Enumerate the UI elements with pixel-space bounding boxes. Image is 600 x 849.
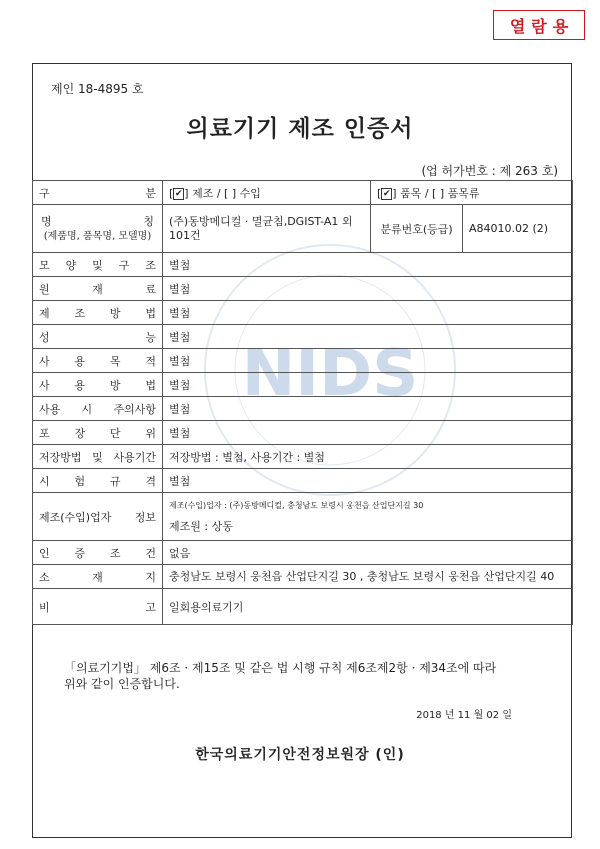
table-row: [33, 589, 573, 625]
checkmark-icon: ✔: [175, 188, 183, 199]
row-label: 모 양 및 구 조: [33, 253, 163, 277]
inspection-stamp: 열람용: [493, 10, 585, 40]
manufacturer-line: 제조원 : 상동: [169, 520, 233, 533]
item-options: [ ✔ ] 품목 / [ ] 품목류: [371, 181, 573, 205]
row-label: 사용 시 주의사항: [33, 397, 163, 421]
row-value: 별첨: [163, 397, 573, 421]
table-row: [33, 373, 573, 397]
table-row: [33, 253, 573, 277]
table-row: [33, 397, 573, 421]
document-number: 제인 18-4895 호: [51, 82, 144, 96]
table-row: [33, 301, 573, 325]
issue-date: 2018 년 11 월 02 일: [416, 710, 512, 721]
certification-statement: [64, 660, 496, 692]
name-label-main: 명 칭: [41, 214, 154, 228]
table-row: [33, 445, 573, 469]
table-row: [33, 277, 573, 301]
row-label: 사 용 목 적: [33, 349, 163, 373]
row-value: 없음: [163, 541, 573, 565]
product-name: (주)동방메디컬 · 멸균침,DGIST-A1 외 101건: [163, 205, 371, 253]
maker-info: [163, 493, 573, 541]
type-options: [ ✔ ] 제조 / [ ] 수입: [163, 181, 371, 205]
registration-number: (업 허가번호 : 제 263 호): [421, 164, 558, 178]
row-value: 별첨: [163, 253, 573, 277]
table-row: [33, 541, 573, 565]
statement-line: 위와 같이 인증합니다.: [64, 677, 180, 691]
table-row: [33, 469, 573, 493]
page-title: 의료기기 제조 인증서: [186, 116, 414, 142]
watermark-text: NIDS: [241, 337, 419, 411]
row-value: 별첨: [163, 325, 573, 349]
row-value: 충청남도 보령시 웅천읍 산업단지길 30 , 충청남도 보령시 웅천읍 산업단지길 40: [163, 565, 573, 589]
certificate-table: [32, 180, 573, 625]
table-row: [33, 565, 573, 589]
item-option-text: 품목 / [ ] 품목류: [400, 186, 480, 200]
table-row: [33, 493, 573, 541]
row-label: 제조(수입)업자 정보: [33, 493, 163, 541]
issuer-signature: 한국의료기기안전정보원장 (인): [195, 747, 405, 763]
row-value: 일회용의료기기: [163, 589, 573, 625]
row-label: 포 장 단 위: [33, 421, 163, 445]
class-label: 분류번호(등급): [371, 205, 463, 253]
row-label: 제 조 방 법: [33, 301, 163, 325]
table-row: [33, 349, 573, 373]
row-value: 저장방법 : 별첨, 사용기간 : 별첨: [163, 445, 573, 469]
statement-line: 「의료기기법」 제6조 · 제15조 및 같은 법 시행 규칙 제6조제2항 · 제34조에 따라: [64, 661, 497, 675]
row-label: 저장방법 및 사용기간: [33, 445, 163, 469]
name-label: [33, 205, 163, 253]
row-label: 소 재 지: [33, 565, 163, 589]
row-value: 별첨: [163, 373, 573, 397]
table-row: [33, 205, 573, 253]
row-value: 별첨: [163, 469, 573, 493]
row-label: 시 험 규 격: [33, 469, 163, 493]
row-label: 원 재 료: [33, 277, 163, 301]
row-label: 사 용 방 법: [33, 373, 163, 397]
checkmark-icon: ✔: [383, 188, 391, 199]
row-label: 인 증 조 건: [33, 541, 163, 565]
type-option-text: 제조 / [ ] 수입: [192, 186, 261, 200]
row-label: 비 고: [33, 589, 163, 625]
name-label-sub: (제품명, 품목명, 모델명): [43, 230, 152, 242]
row-label: 구 분: [33, 181, 163, 205]
row-value: 별첨: [163, 421, 573, 445]
row-value: 별첨: [163, 349, 573, 373]
class-value: A84010.02 (2): [463, 205, 573, 253]
row-value: 별첨: [163, 277, 573, 301]
table-row: [33, 181, 573, 205]
row-label: 성 능: [33, 325, 163, 349]
table-row: [33, 421, 573, 445]
maker-line: 제조(수입)업자 : (주)동방메디컬, 충청남도 보령시 웅천읍 산업단지길 30: [169, 501, 424, 510]
table-row: [33, 325, 573, 349]
row-value: 별첨: [163, 301, 573, 325]
